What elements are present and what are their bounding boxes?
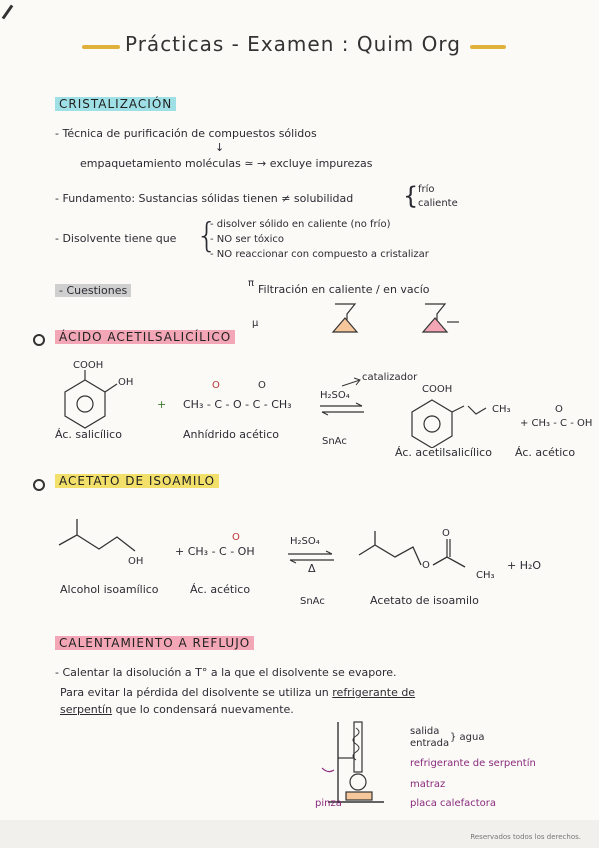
filtration-funnels-drawing (325, 300, 465, 336)
cooh-label: COOH (73, 360, 104, 371)
label-refrigerante: refrigerante de serpentín (410, 758, 536, 769)
product-ch3-label: CH₃ (492, 404, 511, 415)
question-1: Filtración en caliente / en vacío (258, 283, 430, 296)
reagent-h2so4: H₂SO₄ (320, 390, 350, 401)
question-mark-1: π (248, 278, 255, 289)
ester-ch3-label: CH₃ (476, 570, 495, 581)
cristalizacion-line3: - Fundamento: Sustancias sólidas tienen ≠ solubilidad (55, 192, 354, 205)
reflujo-line3-underlined: serpentín (60, 703, 113, 716)
reflujo-line2: Para evitar la pérdida del disolvente se utiliza un (60, 686, 329, 699)
brace-icon: { (196, 216, 218, 256)
label-snac-1: SnAc (322, 436, 347, 447)
acetato-reagent: H₂SO₄ (290, 536, 320, 547)
brace-icon: { (403, 182, 419, 210)
label-pinza: pinza (315, 798, 342, 809)
water-product: + H₂O (507, 559, 542, 572)
ester-o-bridge: O (422, 560, 430, 571)
cuestiones-heading: - Cuestiones (55, 284, 131, 297)
solvent-req-1: - disolver sólido en caliente (no frío) (210, 219, 391, 230)
section-bullet-icon (33, 334, 45, 346)
alcohol-oh-label: OH (128, 556, 144, 567)
aspirin-structure (402, 388, 492, 448)
label-aspirin: Ác. acetilsalicílico (395, 446, 492, 459)
question-mark-2: μ (252, 318, 259, 329)
acetic-acid-formula: + CH₃ - C - OH (175, 545, 255, 558)
section-heading-cristalizacion: CRISTALIZACIÓN (55, 97, 176, 111)
solubility-cold: frío (418, 184, 435, 195)
title-dash-right (470, 45, 506, 49)
acetic-product-formula: + CH₃ - C - OH (520, 418, 593, 429)
label-anhydride: Anhídrido acético (183, 428, 279, 441)
reflux-apparatus-drawing (318, 718, 402, 810)
label-isoamyl-acetate: Acetato de isoamilo (370, 594, 479, 607)
label-salicylic: Ác. salicílico (55, 428, 122, 441)
equilibrium-arrow-icon (318, 402, 366, 416)
ester-o-label: O (442, 528, 450, 539)
acid-o-label: O (232, 532, 240, 543)
section-heading-acido: ÁCIDO ACETILSALICÍLICO (55, 330, 235, 344)
carbonyl-o2: O (258, 380, 266, 391)
solvent-req-3: - NO reaccionar con compuesto a cristalizar (210, 249, 429, 260)
section-bullet-icon (33, 479, 45, 491)
down-arrow-icon: ↓ (215, 141, 225, 154)
catalyst-arrow-icon (340, 376, 364, 390)
label-salida: salida (410, 726, 440, 737)
label-acetic-acid-2: Ác. acético (190, 583, 251, 596)
acetic-o-label: O (555, 404, 563, 415)
catalyst-label: catalizador (362, 372, 418, 383)
reflujo-line2-underlined: refrigerante de (332, 686, 416, 699)
plus-sign: + (157, 398, 167, 411)
label-matraz: matraz (410, 779, 446, 790)
label-isoamyl-alcohol: Alcohol isoamílico (60, 583, 159, 596)
label-entrada: entrada (410, 738, 450, 749)
cristalizacion-line1: - Técnica de purificación de compuestos sólidos (55, 127, 317, 140)
reflujo-line1: - Calentar la disolución a T° a la que el disolvente se evapore. (55, 666, 397, 679)
pen-mark-icon (2, 5, 14, 20)
label-snac-2: SnAc (300, 596, 325, 607)
page-title: Prácticas - Examen : Quim Org (125, 32, 461, 56)
label-placa: placa calefactora (410, 798, 497, 809)
section-heading-acetato: ACETATO DE ISOAMILO (55, 474, 219, 488)
title-dash-left (82, 45, 120, 49)
watermark-text: Reservados todos los derechos. (470, 833, 581, 841)
oh-label: OH (118, 377, 134, 388)
carbonyl-o1: O (212, 380, 220, 391)
product-cooh-label: COOH (422, 384, 453, 395)
label-agua: } agua (450, 732, 485, 743)
anhydride-formula: CH₃ - C - O - C - CH₃ (183, 398, 292, 411)
section-heading-reflujo: CALENTAMIENTO A REFLUJO (55, 636, 254, 650)
solubility-hot: caliente (418, 198, 458, 209)
cristalizacion-line4: - Disolvente tiene que (55, 232, 177, 245)
reflujo-line3: que lo condensará nuevamente. (115, 703, 294, 716)
label-acetic-acid-1: Ác. acético (515, 446, 576, 459)
heat-delta: Δ (308, 562, 316, 575)
cristalizacion-line2: empaquetamiento moléculas ≃ → excluye impurezas (80, 157, 373, 170)
solvent-req-2: - NO ser tóxico (210, 234, 285, 245)
